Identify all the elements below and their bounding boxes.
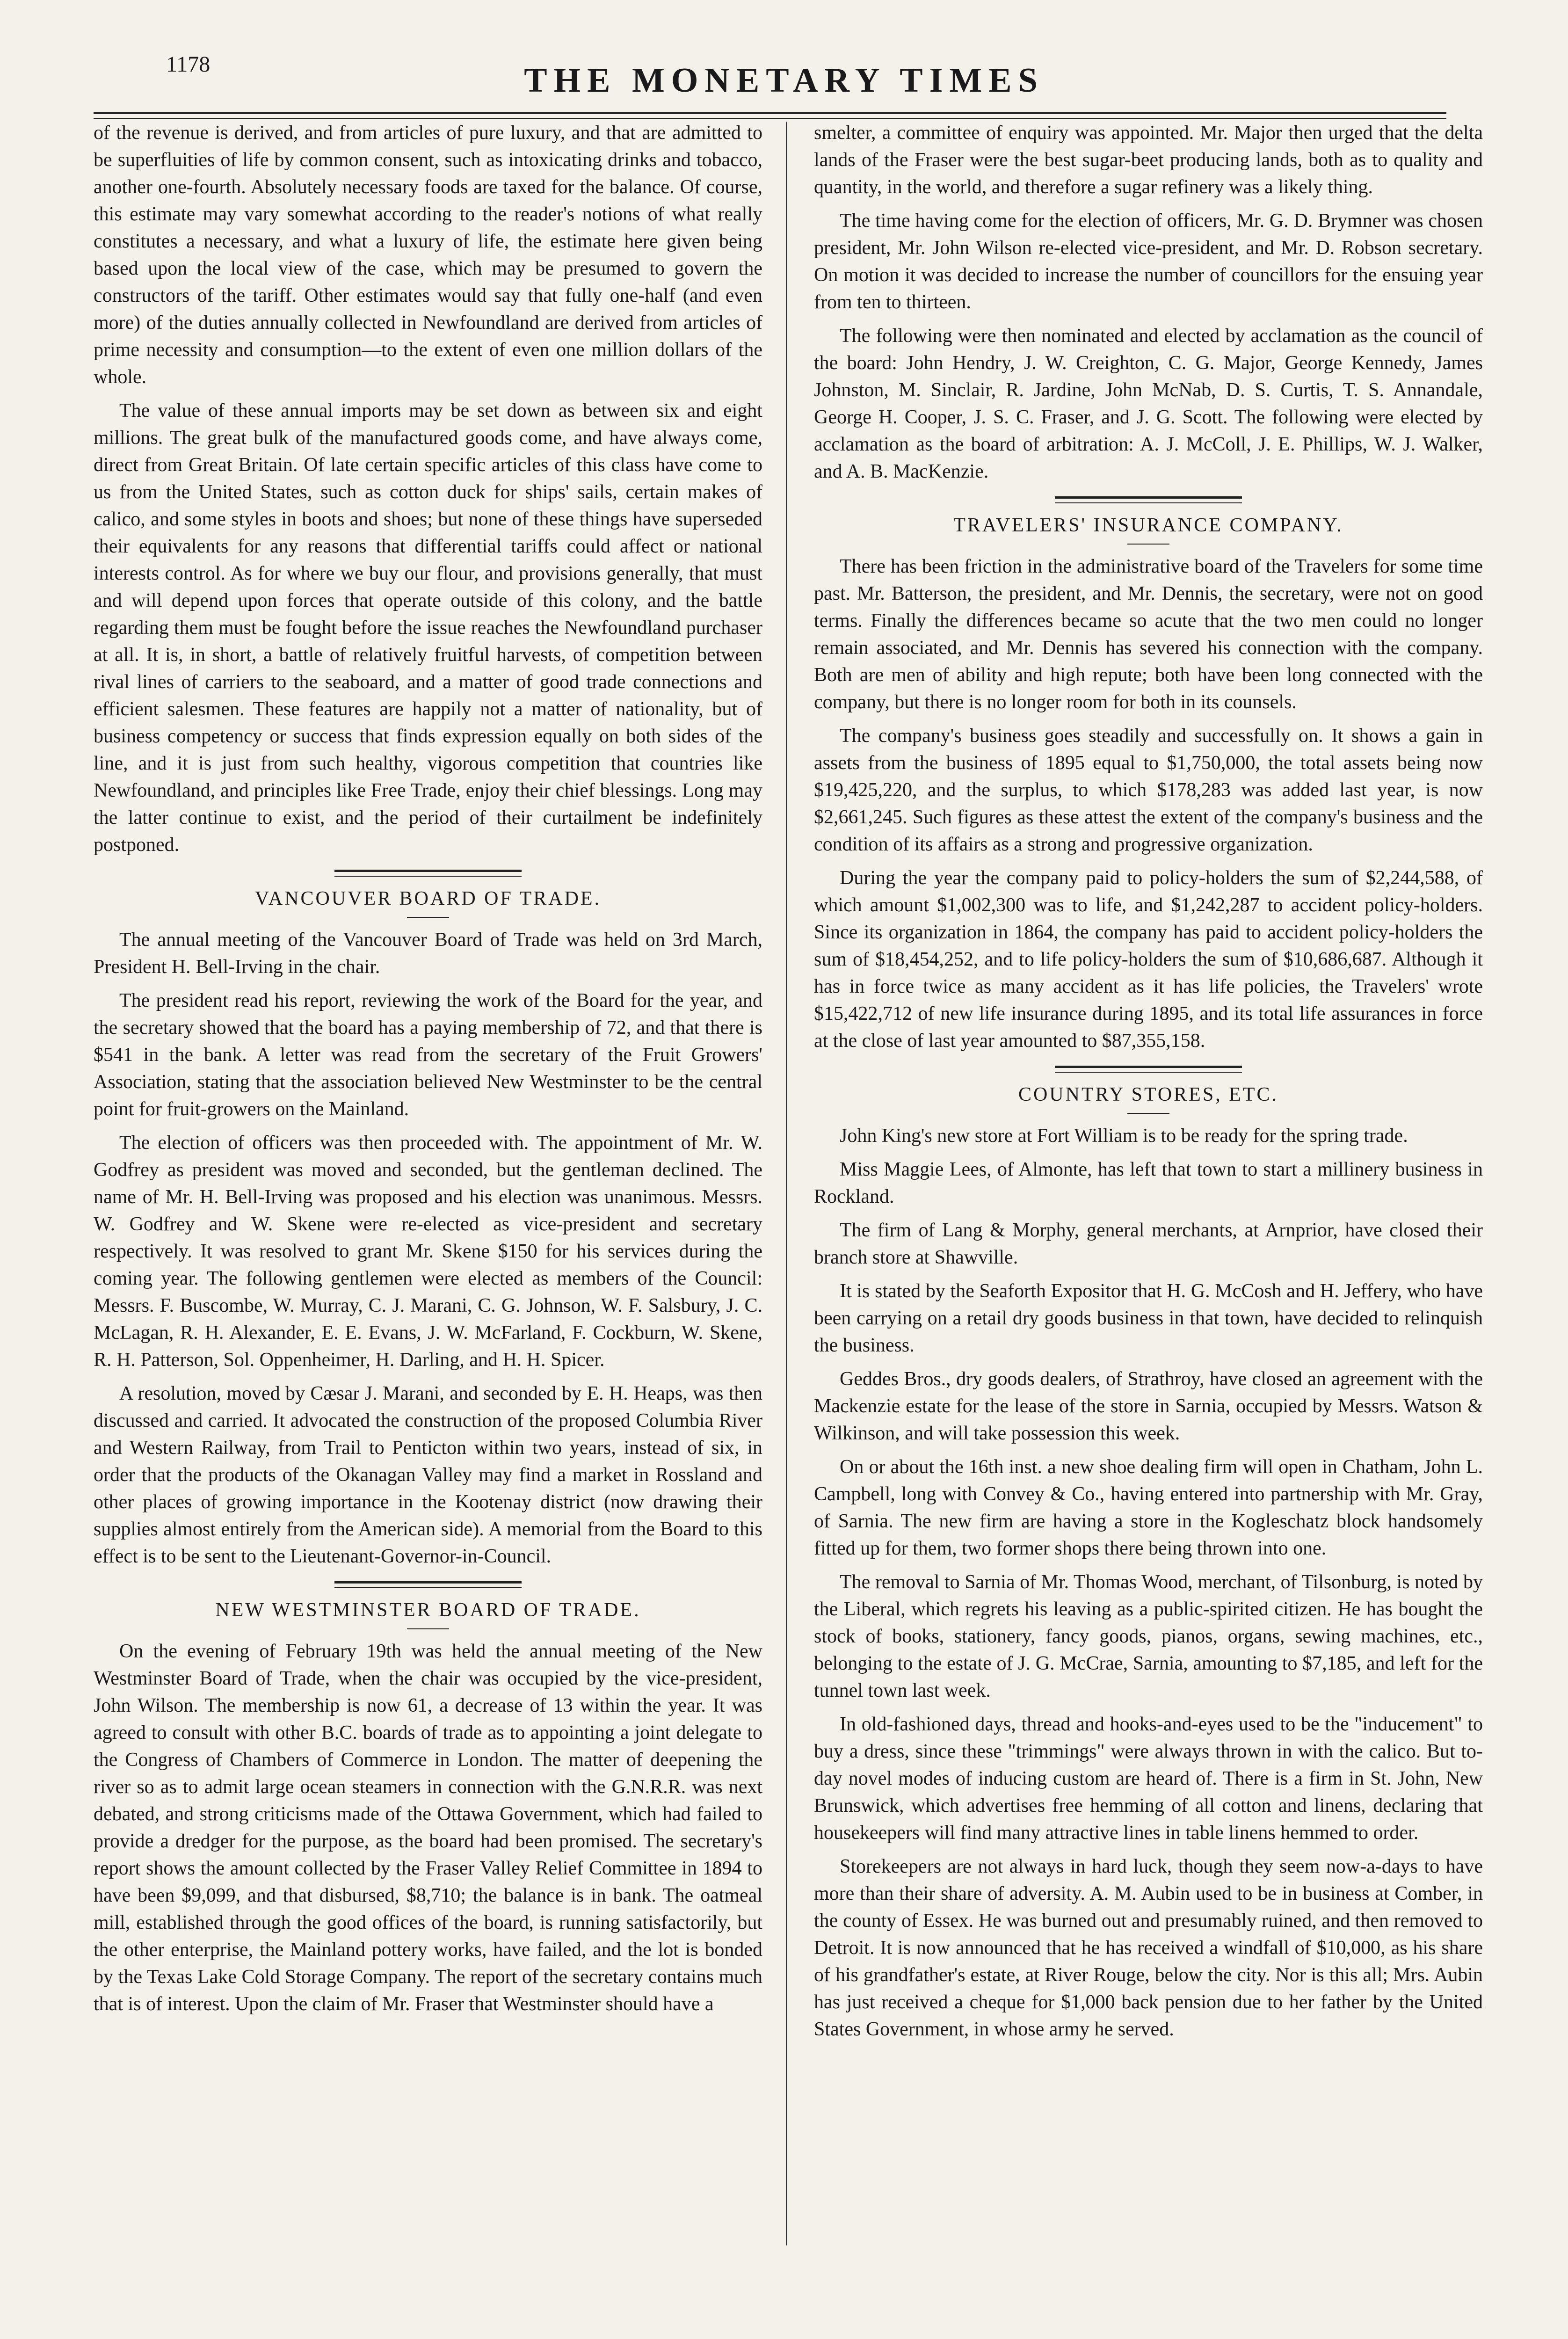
section-rule [1055, 496, 1242, 503]
article-paragraph: of the revenue is derived, and from articles of pure luxury, and that are admitted to be superfluities of life by common consent, such as intoxicating drinks and tobacco, another one-fourth. Absolutely necessary foods are taxed for the balance. Of course, this estimate may vary somewhat according to the reader's notions of what really constitutes a necessary, and what a luxury of life, the estimate here given being based upon the local view of the case, which may be presumed to govern the constructors of the tariff. Other estimates would say that fully one-half (and even more) of the duties annually collected in Newfoundland are derived from articles of prime necessity and consumption—to the extent of even one million dollars of the whole. [94, 122, 762, 388]
column-divider [786, 122, 787, 2245]
masthead: THE MONETARY TIMES [524, 61, 1044, 100]
section-rule [407, 1628, 449, 1629]
article-paragraph: The firm of Lang & Morphy, general merchants, at Arnprior, have closed their branch store at Shawville. [814, 1220, 1483, 1268]
article-paragraph: The election of officers was then proceeded with. The appointment of Mr. W. Godfrey as president was moved and seconded, but the gentleman declined. The name of Mr. H. Bell-Irving was proposed and his election was unanimous. Messrs. W. Godfrey and W. Skene were re-elected as vice-president and secretary respectively. It was resolved to grant Mr. Skene $150 for his services during the coming year. The following gentlemen were elected as members of the Council: Messrs. F. Buscombe, W. Murray, C. J. Marani, C. G. Johnson, W. F. Salsbury, J. C. McLagan, R. H. Alexander, E. E. Evans, J. W. McFarland, F. Cockburn, W. Skene, R. H. Patterson, Sol. Oppenheimer, H. Darling, and H. H. Spicer. [94, 1132, 762, 1371]
section-rule [334, 1581, 522, 1588]
page-number: 1178 [166, 52, 211, 77]
section-rule [334, 870, 522, 877]
article-paragraph: The annual meeting of the Vancouver Board of Trade was held on 3rd March, President H. Bell-Irving in the chair. [94, 929, 762, 978]
section-rule [1127, 1113, 1169, 1114]
section-heading: COUNTRY STORES, ETC. [1018, 1084, 1279, 1105]
section-rule [1055, 1066, 1242, 1073]
section-rule [407, 917, 449, 918]
article-paragraph: On the evening of February 19th was held the annual meeting of the New Westminster Board of Trade, when the chair was occupied by the vice-president, John Wilson. The membership is now 61, a decrease of 13 within the year. It was agreed to consult with other B.C. boards of trade as to appointing a joint delegate to the Congress of Chambers of Commerce in London. The matter of deepening the river so as to admit large ocean steamers in connection with the G.N.R.R. was next debated, and strong criticisms made of the Ottawa Government, which had failed to provide a dredger for the purpose, as the board had been promised. The secretary's report shows the amount collected by the Fraser Valley Relief Committee in 1894 to have been $9,099, and that disbursed, $8,710; the balance is in bank. The oatmeal mill, established through the good offices of the board, is running satisfactorily, but the other enterprise, the Mainland pottery works, have failed, and the lot is bonded by the Texas Lake Cold Storage Company. The report of the secretary contains much that is of interest. Upon the claim of Mr. Fraser that Westminster should have a [94, 1641, 762, 2015]
article-paragraph: The company's business goes steadily and successfully on. It shows a gain in assets from the business of 1895 equal to $1,750,000, the total assets being now $19,425,220, and the surplus, to which $178,283 was added last year, is now $2,661,245. Such figures as these attest the extent of the company's business and the condition of its affairs as a strong and progressive organization. [814, 725, 1483, 855]
section-country-stores [814, 1066, 1483, 1114]
article-paragraph: It is stated by the Seaforth Expositor that H. G. McCosh and H. Jeffery, who have been carrying on a retail dry goods business in that town, have decided to relinquish the business. [814, 1280, 1483, 1356]
article-paragraph: The value of these annual imports may be set down as between six and eight millions. The great bulk of the manufactured goods come, and have always come, direct from Great Britain. Of late certain specific articles of this class have come to us from the United States, such as cotton duck for ships' sails, certain makes of calico, and some styles in boots and shoes; but none of these things have superseded their equivalents for any reasons that differential tariffs could affect or national interests control. As for where we buy our flour, and provisions generally, that must and will depend upon forces that operate outside of this colony, and the battle regarding them must be fought before the issue reaches the Newfoundland purchaser at all. It is, in short, a battle of relatively fruitful harvests, of competition between rival lines of carriers to the seaboard, and a matter of good trade connections and efficient salesmen. These features are happily not a matter of nationality, but of business competency or success that finds expression equally on both sides of the line, and it is just from such healthy, vigorous competition that countries like Newfoundland, and principles like Free Trade, enjoy their chief blessings. Long may the latter continue to exist, and the period of their curtailment be indefinitely postponed. [94, 400, 762, 856]
section-rule [1127, 544, 1169, 545]
section-heading: TRAVELERS' INSURANCE COMPANY. [953, 515, 1343, 536]
section-vancouver [94, 870, 762, 918]
article-paragraph: John King's new store at Fort William is to be ready for the spring trade. [840, 1125, 1408, 1147]
section-heading: NEW WESTMINSTER BOARD OF TRADE. [215, 1599, 641, 1621]
article-paragraph: There has been friction in the administrative board of the Travelers for some time past. Mr. Batterson, the president, and Mr. Dennis, the secretary, were not on good terms. Finally the differences became so acute that the two men could no longer remain associated, and Mr. Dennis has severed his connection with the company. Both are men of ability and high repute; both have been long connected with the company, but there is no longer room for both in its counsels. [814, 556, 1483, 713]
article-paragraph: A resolution, moved by Cæsar J. Marani, and seconded by E. H. Heaps, was then discussed and carried. It advocated the construction of the proposed Columbia River and Western Railway, from Trail to Penticton within two years, instead of six, in order that the products of the Okanagan Valley may find a market in Rossland and other places of growing importance in the Kootenay district (now drawing their supplies almost entirely from the American side). A memorial from the Board to this effect is to be sent to the Lieutenant-Governor-in-Council. [94, 1383, 762, 1567]
article-paragraph: smelter, a committee of enquiry was appointed. Mr. Major then urged that the delta lands of the Fraser were the best sugar-beet producing lands, both as to quality and quantity, in the world, and therefore a sugar refinery was a likely thing. [814, 122, 1483, 198]
section-travelers [814, 496, 1483, 545]
article-paragraph: The time having come for the election of officers, Mr. G. D. Brymner was chosen president, Mr. John Wilson re-elected vice-president, and Mr. D. Robson secretary. On motion it was decided to increase the number of councillors for the ensuing year from ten to thirteen. [814, 210, 1483, 313]
article-paragraph: On or about the 16th inst. a new shoe dealing firm will open in Chatham, John L. Campbell, long with Convey & Co., having entered into partnership with Mr. Gray, of Sarnia. The new firm are having a store in the Kogleschatz block handsomely fitted up for them, two former shops there being thrown into one. [814, 1456, 1483, 1559]
article-paragraph: The removal to Sarnia of Mr. Thomas Wood, merchant, of Tilsonburg, is noted by the Liberal, which regrets his leaving as a public-spirited citizen. He has bought the stock of books, stationery, fancy goods, pianos, organs, sewing machines, etc., belonging to the estate of J. G. McCrae, Sarnia, amounting to $7,185, and left for the tunnel town last week. [814, 1571, 1483, 1701]
article-paragraph: Storekeepers are not always in hard luck, though they seem now-a-days to have more than their share of adversity. A. M. Aubin used to be in business at Comber, in the county of Essex. He was burned out and presumably ruined, and then removed to Detroit. It is now announced that he has received a windfall of $10,000, as his share of his grandfather's estate, at River Rouge, below the city. Nor is this all; Mrs. Aubin has just received a cheque for $1,000 back pension due to her father by the United States Government, in whose army he served. [814, 1856, 1483, 2040]
section-westminster [94, 1581, 762, 1629]
section-heading: VANCOUVER BOARD OF TRADE. [254, 888, 602, 909]
left-column [94, 119, 762, 2024]
article-paragraph: Miss Maggie Lees, of Almonte, has left that town to start a millinery business in Rockland. [814, 1159, 1483, 1207]
article-paragraph: In old-fashioned days, thread and hooks-and-eyes used to be the "inducement" to buy a dress, since these "trimmings" were always thrown in with the calico. But to-day novel modes of inducing custom are heard of. There is a firm in St. John, New Brunswick, which advertises free hemming of all cotton and linens, declaring that housekeepers will find many attractive lines in table linens hemmed to order. [814, 1714, 1483, 1844]
right-column [814, 119, 1483, 2049]
article-paragraph: The president read his report, reviewing the work of the Board for the year, and the secretary showed that the board has a paying membership of 72, and that there is $541 in the bank. A letter was read from the secretary of the Fruit Growers' Association, stating that the association believed New Westminster to be the central point for fruit-growers on the Mainland. [94, 990, 762, 1120]
header-rule [94, 112, 1446, 119]
article-paragraph: The following were then nominated and elected by acclamation as the council of the board: John Hendry, J. W. Creighton, C. G. Major, George Kennedy, James Johnston, M. Sinclair, R. Jardine, John McNab, D. S. Curtis, T. S. Annandale, George H. Cooper, J. S. C. Fraser, and J. G. Scott. The following were elected by acclamation as the board of arbitration: A. J. McColl, J. E. Phillips, W. J. Walker, and A. B. MacKenzie. [814, 325, 1483, 482]
article-paragraph: During the year the company paid to policy-holders the sum of $2,244,588, of which amount $1,002,300 was to life, and $1,242,287 to accident policy-holders. Since its organization in 1864, the company has paid to accident policy-holders the sum of $18,454,252, and to life policy-holders the sum of $10,686,687. Although it has in force twice as many accident as it has life policies, the Travelers' wrote $15,422,712 of new life insurance during 1895, and its total life assurances in force at the close of last year amounted to $87,355,158. [814, 867, 1483, 1052]
article-paragraph: Geddes Bros., dry goods dealers, of Strathroy, have closed an agreement with the Mackenzie estate for the lease of the store in Sarnia, occupied by Messrs. Watson & Wilkinson, and will take possession this week. [814, 1368, 1483, 1444]
